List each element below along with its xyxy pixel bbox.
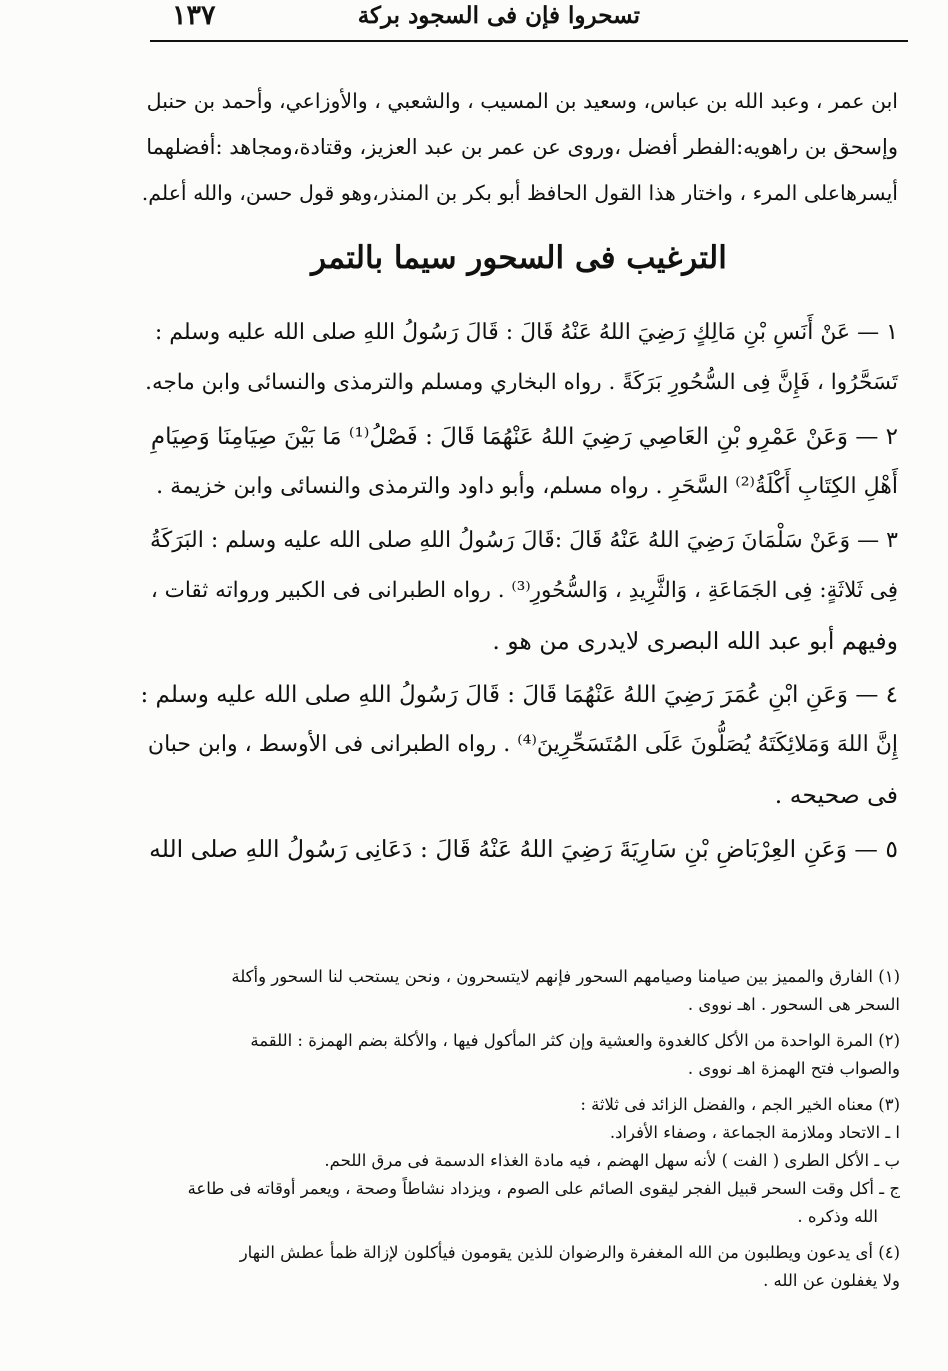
hadith-line: إِنَّ اللهَ وَمَلائِكَتَهُ يُصَلُّونَ عَلَى المُتَسَحِّرِينَ⁽⁴⁾ . رواه الطبرانى فى الأوسط ، وابن حبان bbox=[147, 732, 898, 757]
hadith-5 bbox=[140, 824, 898, 874]
footnote-1 bbox=[140, 963, 900, 1019]
footnote-line: ولا يغفلون عن الله . bbox=[763, 1271, 900, 1290]
footnote-line: ب ـ الأكل الطرى ( الفت ) لأنه سهل الهضم ، فيه مادة الغذاء الدسمة فى مرق اللحم. bbox=[324, 1151, 900, 1170]
footnote-2 bbox=[140, 1027, 900, 1083]
section-heading: الترغيب فى السحور سيما بالتمر bbox=[311, 240, 727, 276]
footnote-line: (٤) أى يدعون ويطلبون من الله المغفرة والرضوان للذين يقومون فيأكلون لإزالة ظمأ عطش النهار bbox=[239, 1243, 900, 1262]
hadith-line: وفيهم أبو عبد الله البصرى لايدرى من هو . bbox=[492, 627, 898, 655]
footnote-line: ج ـ أكل وقت السحر قبيل الفجر ليقوى الصائم على الصوم ، ويزداد نشاطاً وصحة ، ويعمر أوقاته فى طاعة bbox=[187, 1179, 900, 1198]
footnote-4 bbox=[140, 1239, 900, 1295]
footnotes bbox=[140, 963, 900, 1303]
footnote-line: (١) الفارق والمميز بين صيامنا وصيامهم السحور فإنهم لايتسحرون ، ونحن يستحب لنا السحور وأكلة bbox=[231, 967, 900, 986]
footnote-3 bbox=[140, 1091, 900, 1231]
hadith-line: تَسَحَّرُوا ، فَإِنَّ فِى السُّحُورِ بَرَكَةً . رواه البخاري ومسلم والترمذى والنسائى وابن ماجه. bbox=[145, 370, 898, 395]
running-title: تسحروا فإن فى السجود بركة bbox=[357, 2, 640, 29]
hadith-2 bbox=[140, 412, 898, 512]
footnote-line: ا ـ الاتحاد وملازمة الجماعة ، وصفاء الأفراد. bbox=[609, 1123, 900, 1142]
page-number: ١٣٧ bbox=[172, 0, 216, 31]
hadith-line: أَهْلِ الكِتَابِ أَكْلَةُ⁽²⁾ السَّحَرِ . رواه مسلم، وأبو داود والترمذى والنسائى وابن خزيمة . bbox=[156, 474, 898, 499]
intro-line: وإسحق بن راهويه:الفطر أفضل ،وروى عن عمر بن عبد العزيز، وقتادة،ومجاهد :أفضلهما bbox=[146, 135, 898, 159]
intro-line: أيسرهاعلى المرء ، واختار هذا القول الحافظ أبو بكر بن المنذر،وهو قول حسن، والله أعلم. bbox=[141, 181, 898, 205]
footnote-line: السحر هى السحور . اهـ نووى . bbox=[687, 995, 900, 1014]
footnote-line: الله وذكره . bbox=[797, 1207, 878, 1226]
hadith-line: ٣ — وَعَنْ سَلْمَانَ رَضِيَ اللهُ عَنْهُ قَالَ :قَالَ رَسُولُ اللهِ صلى الله عليه وسلم : البَرَكَةُ bbox=[149, 528, 898, 553]
main-text bbox=[140, 78, 898, 878]
hadith-line: ١ — عَنْ أَنَسِ بْنِ مَالِكٍ رَضِيَ اللهُ عَنْهُ قَالَ : قَالَ رَسُولُ اللهِ صلى الله عليه وسلم : bbox=[154, 320, 898, 345]
hadith-1 bbox=[140, 308, 898, 408]
hadith-3 bbox=[140, 516, 898, 666]
hadith-line: ٤ — وَعَنِ ابْنِ عُمَرَ رَضِيَ اللهُ عَنْهُمَا قَالَ : قَالَ رَسُولُ اللهِ صلى الله عليه وسلم : bbox=[140, 682, 898, 708]
intro-paragraph bbox=[140, 78, 898, 216]
intro-line: ابن عمر ، وعبد الله بن عباس، وسعيد بن المسيب ، والشعبي ، والأوزاعي، وأحمد بن حنبل bbox=[146, 89, 898, 113]
hadith-line: ٢ — وَعَنْ عَمْرِو بْنِ العَاصِي رَضِيَ اللهُ عَنْهُمَا قَالَ : فَصْلُ⁽¹⁾ مَا بَيْنَ صِيَامِنَا وَصِيَامِ bbox=[150, 424, 898, 450]
hadith-line: فى صحيحه . bbox=[774, 781, 898, 809]
footnote-line: (٣) معناه الخير الجم ، والفضل الزائد فى ثلاثة : bbox=[580, 1095, 900, 1114]
hadith-4 bbox=[140, 670, 898, 820]
hadith-line: فِى ثَلاثَةٍ: فِى الجَمَاعَةِ ، وَالثَّرِيدِ ، وَالسُّحُورِ⁽³⁾ . رواه الطبرانى فى الكبير ورواته ثقات ، bbox=[150, 578, 898, 603]
hadith-line: ٥ — وَعَنِ العِرْبَاضِ بْنِ سَارِيَةَ رَضِيَ اللهُ عَنْهُ قَالَ : دَعَانِى رَسُولُ اللهِ صلى الله bbox=[149, 835, 898, 863]
header-rule bbox=[150, 40, 908, 42]
page-header bbox=[150, 0, 908, 40]
footnote-line: (٢) المرة الواحدة من الأكل كالغدوة والعشية وإن كثر المأكول فيها ، والأكلة بضم الهمزة : اللقمة bbox=[250, 1031, 900, 1050]
footnote-line: والصواب فتح الهمزة اهـ نووى . bbox=[687, 1059, 900, 1078]
